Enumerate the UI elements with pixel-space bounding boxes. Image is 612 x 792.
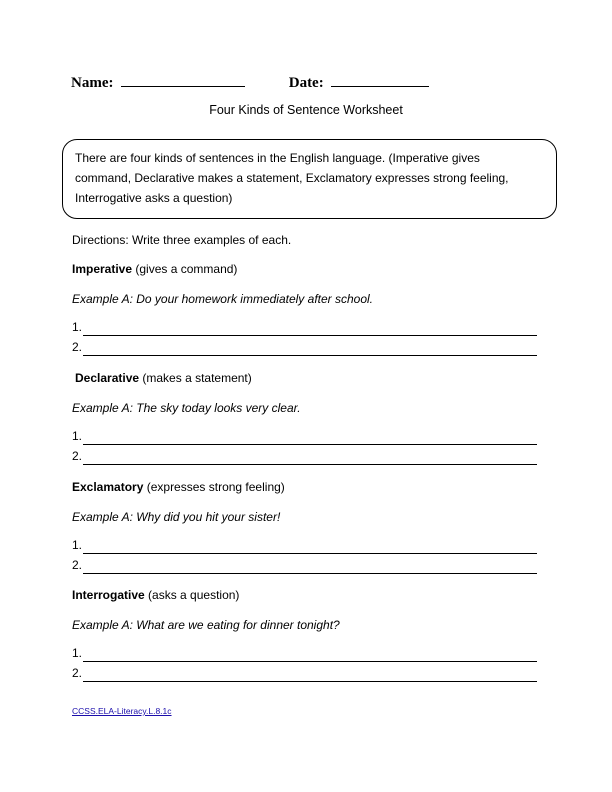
answer-rule xyxy=(83,553,537,554)
answer-rule xyxy=(83,661,537,662)
directions: Directions: Write three examples of each. xyxy=(72,233,292,247)
section-example: Example A: What are we eating for dinner tonight? xyxy=(72,618,340,632)
standard-link[interactable]: CCSS.ELA-Literacy.L.8.1c xyxy=(72,706,172,716)
section-example: Example A: Why did you hit your sister! xyxy=(72,510,281,524)
section-example: Example A: The sky today looks very clear. xyxy=(72,401,301,415)
section-desc: (expresses strong feeling) xyxy=(146,480,285,494)
line-number: 2. xyxy=(72,666,83,680)
date-blank-line[interactable] xyxy=(331,72,429,87)
section-kind: Interrogative xyxy=(72,588,145,602)
line-number: 2. xyxy=(72,340,83,354)
answer-line[interactable] xyxy=(72,320,537,336)
line-number: 1. xyxy=(72,538,83,552)
answer-line[interactable] xyxy=(72,449,537,465)
line-number: 2. xyxy=(72,558,83,572)
section-heading-interrogative xyxy=(72,588,239,602)
name-date-header xyxy=(71,72,429,92)
section-kind: Declarative xyxy=(75,371,140,385)
answer-rule xyxy=(83,573,537,574)
answer-rule xyxy=(83,335,537,336)
worksheet-title: Four Kinds of Sentence Worksheet xyxy=(209,103,403,117)
section-example: Example A: Do your homework immediately after school. xyxy=(72,292,374,306)
section-heading-exclamatory xyxy=(72,480,285,494)
info-line: command, Declarative makes a statement, Exclamatory expresses strong feeling, xyxy=(75,171,509,185)
answer-rule xyxy=(83,444,537,445)
info-box xyxy=(62,139,557,219)
section-kind: Imperative xyxy=(72,262,133,276)
answer-line[interactable] xyxy=(72,646,537,662)
answer-line[interactable] xyxy=(72,538,537,554)
answer-line[interactable] xyxy=(72,666,537,682)
answer-rule xyxy=(83,355,537,356)
name-label: Name: xyxy=(71,75,114,91)
line-number: 2. xyxy=(72,449,83,463)
name-blank-line[interactable] xyxy=(121,72,245,87)
section-heading-imperative xyxy=(72,262,237,276)
section-kind: Exclamatory xyxy=(72,480,144,494)
info-line: Interrogative asks a question) xyxy=(75,191,233,205)
section-desc: (asks a question) xyxy=(148,588,240,602)
answer-rule xyxy=(83,464,537,465)
section-desc: (makes a statement) xyxy=(142,371,252,385)
answer-line[interactable] xyxy=(72,558,537,574)
line-number: 1. xyxy=(72,320,83,334)
section-desc: (gives a command) xyxy=(135,262,238,276)
answer-line[interactable] xyxy=(72,429,537,445)
answer-rule xyxy=(83,681,537,682)
info-line: There are four kinds of sentences in the English language. (Imperative gives xyxy=(75,151,480,165)
line-number: 1. xyxy=(72,429,83,443)
line-number: 1. xyxy=(72,646,83,660)
section-heading-declarative xyxy=(75,371,252,385)
answer-line[interactable] xyxy=(72,340,537,356)
date-label: Date: xyxy=(288,75,324,91)
